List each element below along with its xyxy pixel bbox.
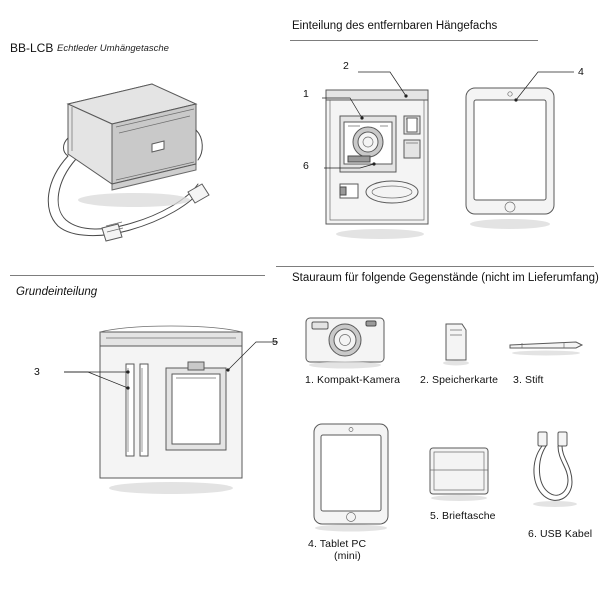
divider-storage xyxy=(276,266,594,267)
callout-5: 5 xyxy=(272,336,278,348)
callout-6: 6 xyxy=(303,160,309,172)
callout-3: 3 xyxy=(34,366,40,378)
item-label-usb-cable: 6. USB Kabel xyxy=(528,528,593,540)
item-label-compact-camera: 1. Kompakt-Kamera xyxy=(305,374,401,386)
section-title-storage: Stauraum für folgende Gegenstände (nicht im Lieferumfang) xyxy=(292,272,599,284)
item-label-memory-card: 2. Speicherkarte xyxy=(420,374,499,386)
item-label-tablet-pc-sub: (mini) xyxy=(334,550,361,562)
item-usb-cable xyxy=(522,428,588,514)
item-memory-card xyxy=(438,318,472,368)
item-compact-camera xyxy=(300,310,390,368)
shoulder-bag-illustration xyxy=(6,60,276,240)
divider-basic-layout xyxy=(10,275,265,276)
product-description: Echtleder Umhängetasche xyxy=(57,43,169,54)
callout-leaders-hanging xyxy=(280,56,590,206)
callout-2: 2 xyxy=(343,60,349,72)
item-tablet-pc xyxy=(306,420,398,532)
product-code: BB-LCB xyxy=(10,41,54,55)
callout-1: 1 xyxy=(303,88,309,100)
callout-leaders-basic xyxy=(50,330,300,460)
item-label-wallet: 5. Brieftasche xyxy=(430,510,496,522)
item-wallet xyxy=(424,440,496,508)
item-label-pen: 3. Stift xyxy=(513,374,544,386)
item-label-tablet-pc: 4. Tablet PC xyxy=(308,538,367,550)
section-title-basic-layout: Grundeinteilung xyxy=(16,286,98,298)
callout-4: 4 xyxy=(578,66,584,78)
divider-hanging xyxy=(290,40,538,41)
section-title-hanging-compartment: Einteilung des entfernbaren Hängefachs xyxy=(292,20,498,32)
item-pen xyxy=(504,336,588,360)
